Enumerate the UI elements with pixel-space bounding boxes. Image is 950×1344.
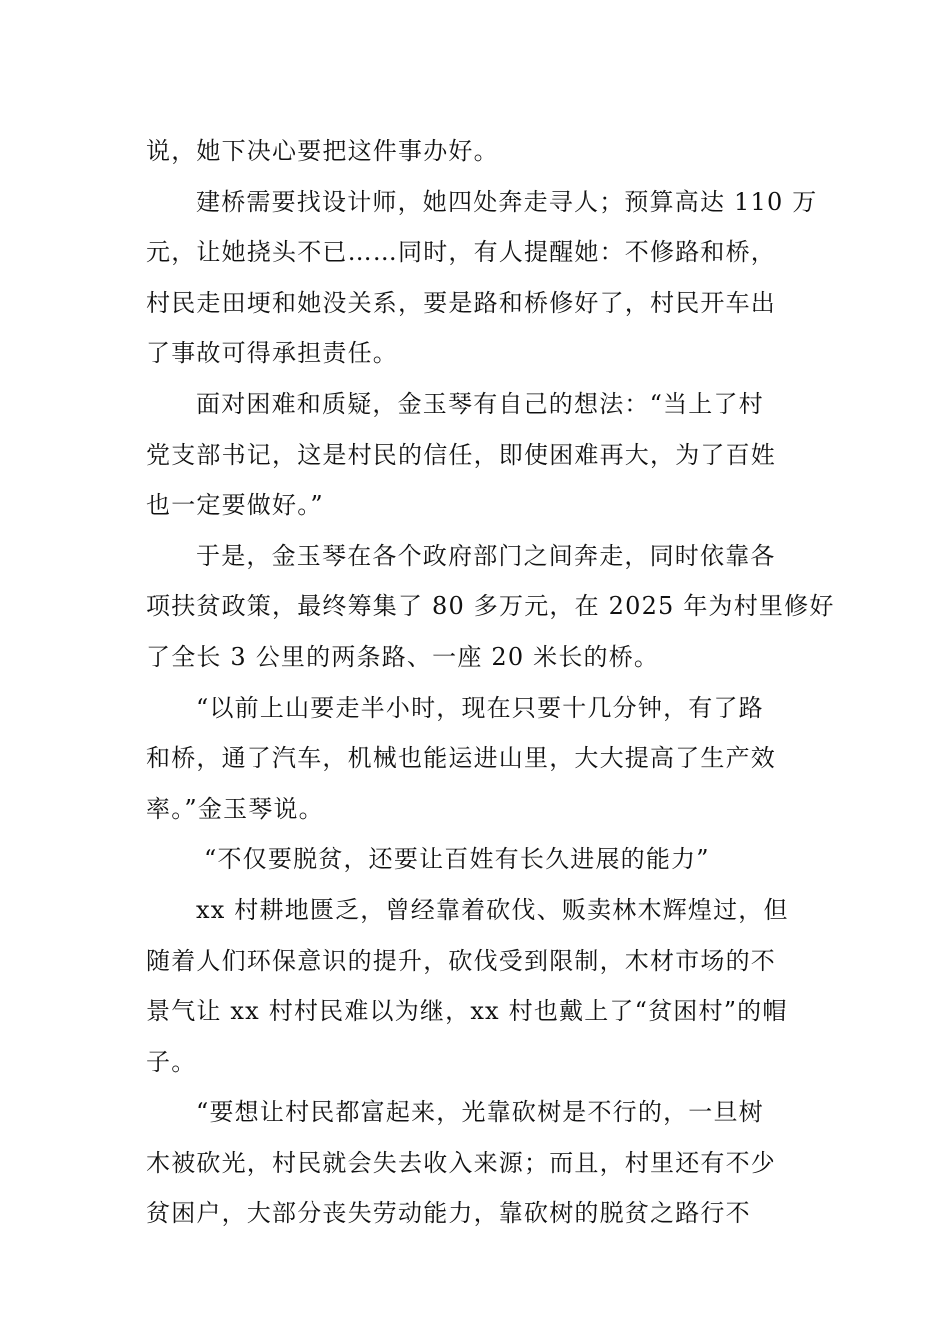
paragraph-start-line: 面对困难和质疑，金玉琴有自己的想法：“当上了村 (196, 389, 764, 418)
text-line: 项扶贫政策，最终筹集了 80 多万元，在 2025 年为村里修好 (146, 592, 835, 621)
text-line: 木被砍光，村民就会失去收入来源；而且，村里还有不少 (146, 1148, 776, 1177)
paragraph-start-line: 建桥需要找设计师，她四处奔走寻人；预算高达 110 万 (196, 187, 818, 216)
text-line: 景气让 xx 村村民难以为继，xx 村也戴上了“贫困村”的帽 (146, 997, 788, 1026)
text-line: 了全长 3 公里的两条路、一座 20 米长的桥。 (146, 642, 660, 671)
paragraph-start-line: xx 村耕地匮乏，曾经靠着砍伐、贩卖林木辉煌过，但 (196, 895, 789, 924)
text-line: 村民走田埂和她没关系，要是路和桥修好了，村民开车出 (146, 288, 776, 317)
text-line: 也一定要做好。” (146, 491, 324, 520)
paragraph-start-line: “以前上山要走半小时，现在只要十几分钟，有了路 (196, 693, 764, 722)
paragraph-start-line: “要想让村民都富起来，光靠砍树是不行的，一旦树 (196, 1098, 764, 1127)
text-line: 党支部书记，这是村民的信任，即使困难再大，为了百姓 (146, 440, 776, 469)
body-text (146, 126, 835, 1239)
text-line: 元，让她挠头不已……同时，有人提醒她：不修路和桥， (146, 238, 776, 267)
text-line: 了事故可得承担责任。 (146, 339, 398, 368)
paragraph-start-line: 于是，金玉琴在各个政府部门之间奔走，同时依靠各 (196, 541, 776, 570)
text-line: 贫困户，大部分丧失劳动能力，靠砍树的脱贫之路行不 (146, 1199, 751, 1228)
text-line: 和桥，通了汽车，机械也能运进山里，大大提高了生产效 (146, 744, 776, 773)
text-line: 随着人们环保意识的提升，砍伐受到限制，木材市场的不 (146, 946, 776, 975)
text-line: 子。 (146, 1047, 197, 1076)
text-line: 说，她下决心要把这件事办好。 (146, 137, 499, 165)
text-line: 率。”金玉琴说。 (146, 794, 324, 823)
section-heading: “不仅要脱贫，还要让百姓有长久进展的能力” (204, 845, 710, 874)
